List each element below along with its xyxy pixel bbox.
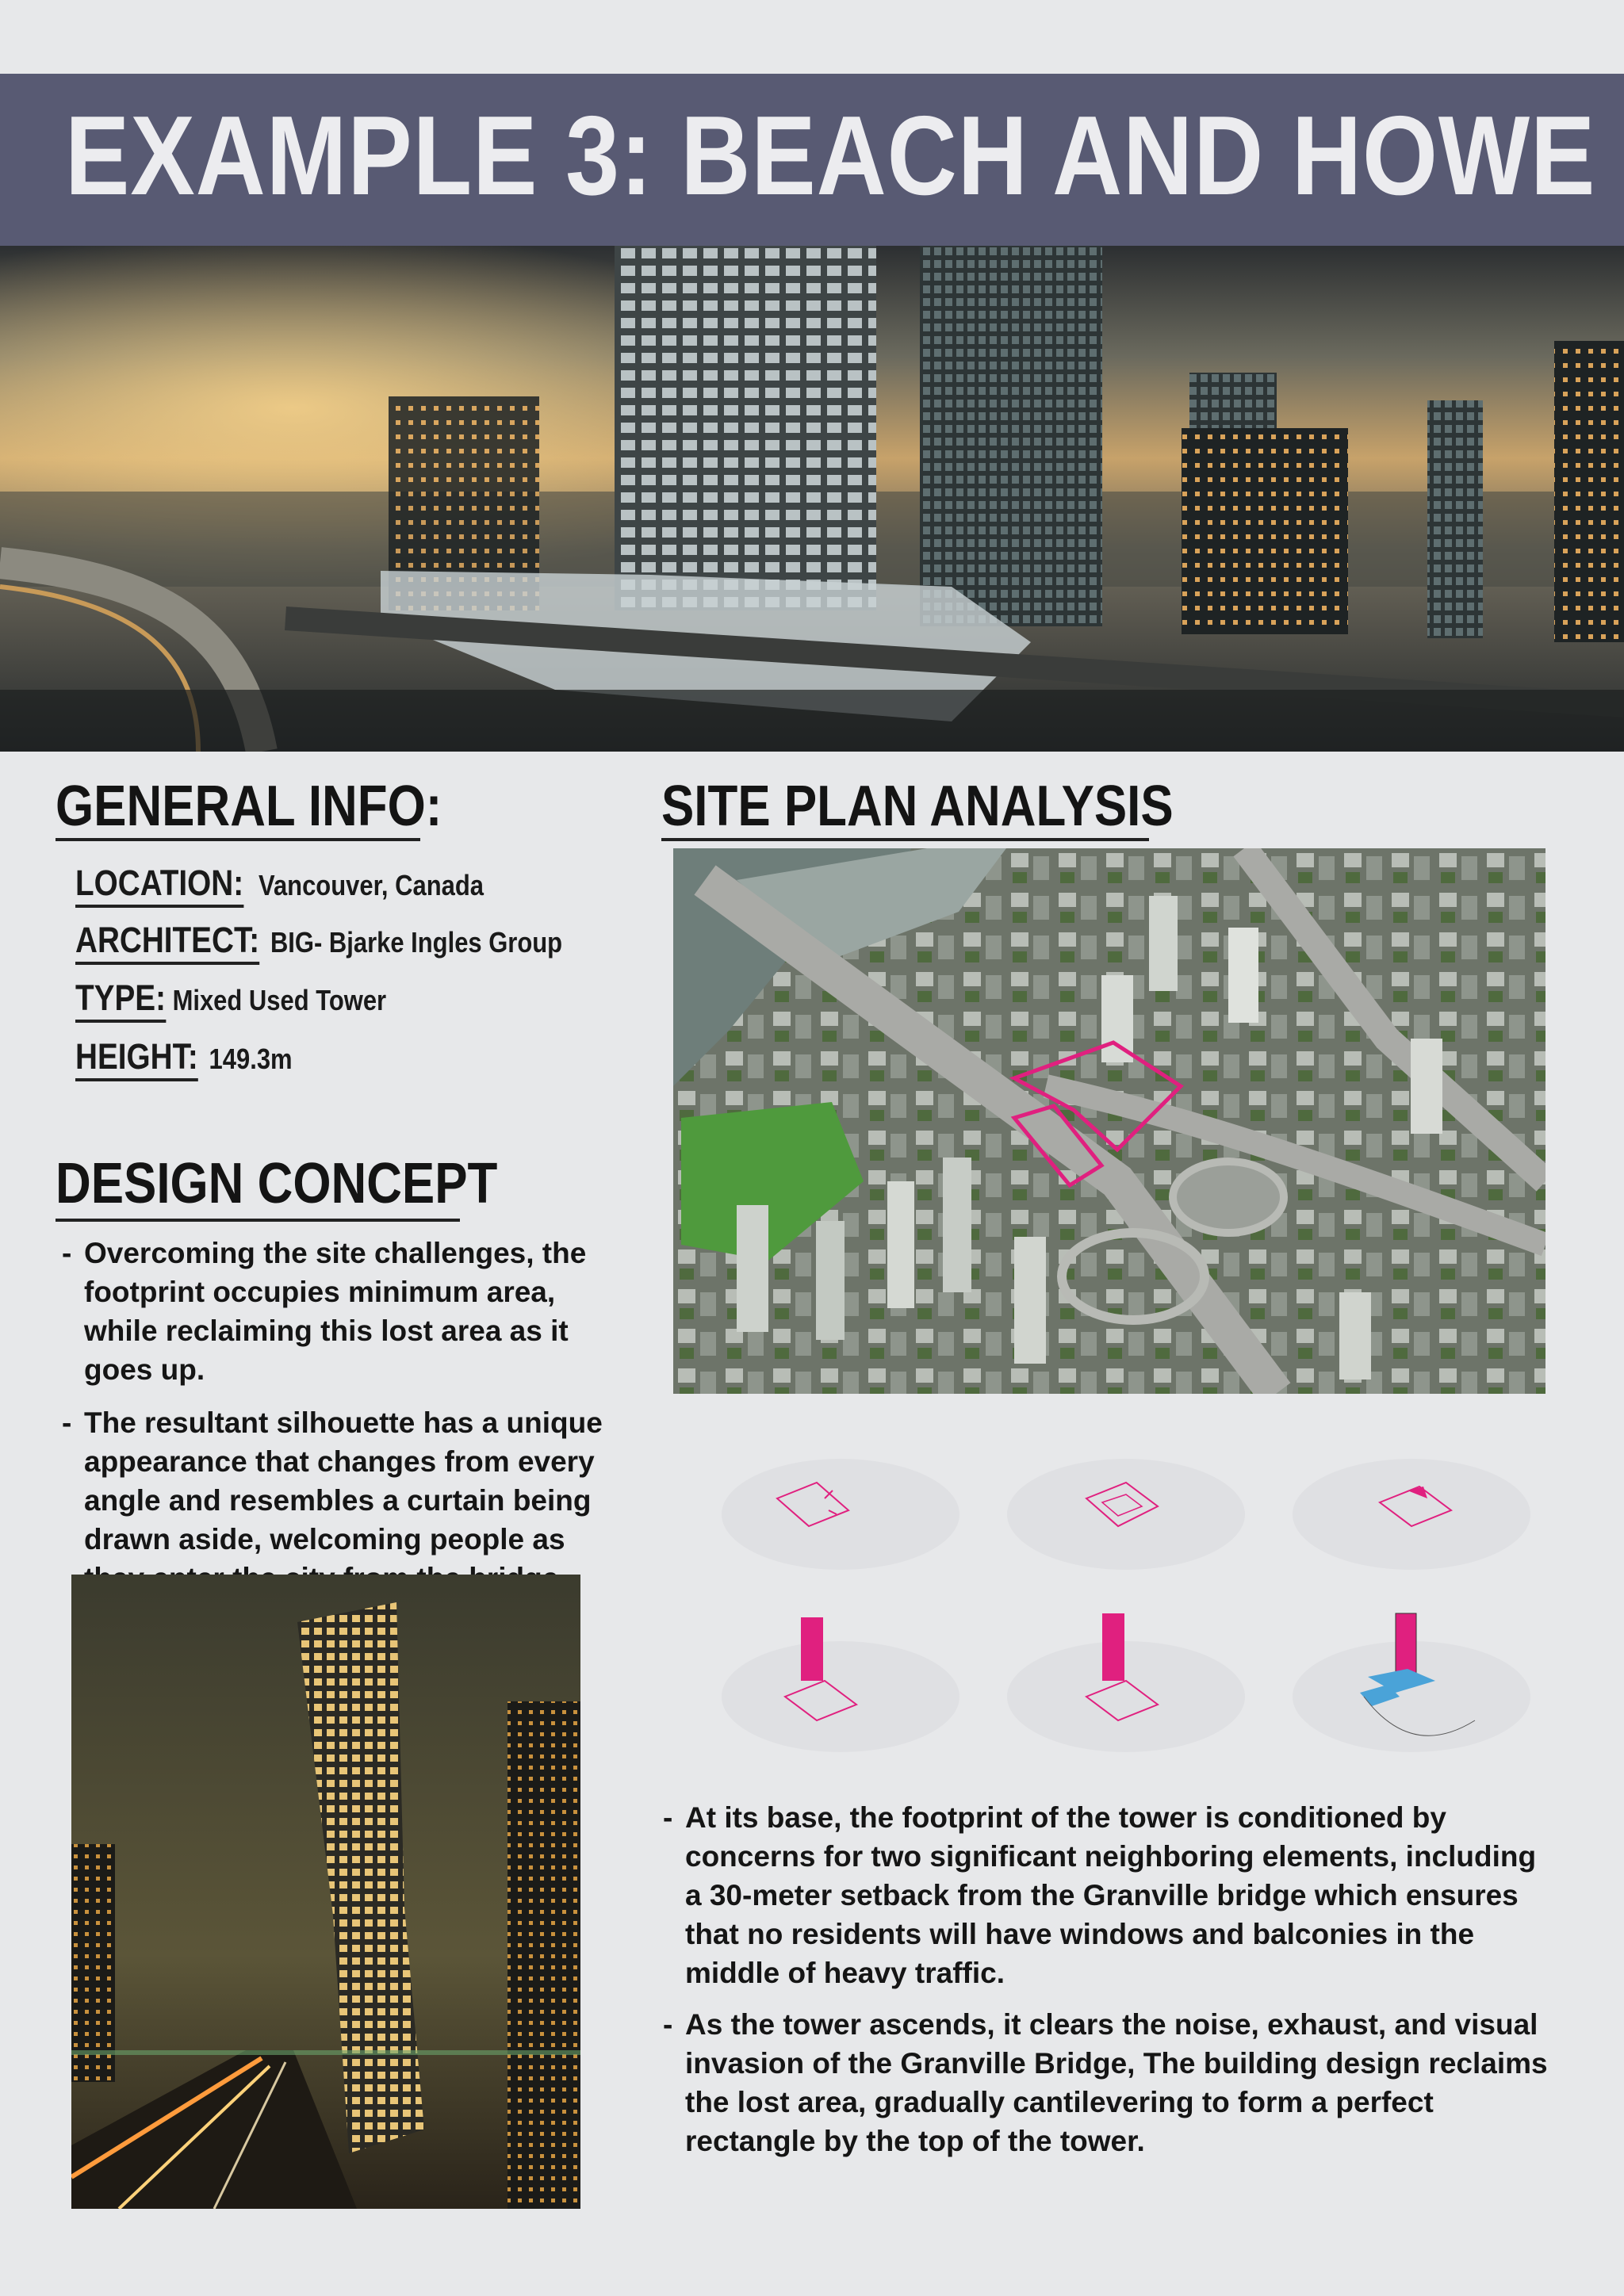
info-row-height [75,1036,293,1077]
design-concept-heading: DESIGN CONCEPT [56,1152,498,1215]
diagram-corner [1269,1427,1554,1601]
info-value: 149.3m [209,1043,293,1075]
design-concept-list [62,1234,617,1612]
page-title: EXAMPLE 3: BEACH AND HOWE [65,93,1596,219]
info-row-location [75,863,484,904]
info-label: HEIGHT: [75,1036,198,1081]
hero-photo [0,246,1624,752]
site-plan-heading: SITE PLAN ANALYSIS [661,775,1174,838]
list-item: - The resultant silhouette has a unique appearance that changes from every angle and resembles a curtain being drawn aside, welcoming people as [62,1403,617,1598]
heading-underline [661,838,1149,841]
info-value: Mixed Used Tower [172,984,387,1016]
general-info-heading: GENERAL INFO: [56,775,442,838]
site-analysis-diagrams [698,1427,1554,1776]
info-value: BIG- Bjarke Ingles Group [270,926,563,959]
heading-underline [56,838,420,841]
info-label: LOCATION: [75,863,243,908]
diagram-footprint [983,1427,1269,1601]
list-item: - Overcoming the site challenges, the footprint occupies minimum area, while reclaiming this lost area as it goes up. [62,1234,617,1389]
info-label: TYPE: [75,978,166,1023]
info-row-type [75,978,386,1019]
list-item: - At its base, the footprint of the tower is conditioned by concerns for two significant neighboring elements, including a 30-meter setback from the Granville bridge which ensures that no residents will have windows and balconies in the middle of heavy traffic. [663,1798,1551,1992]
site-aerial-photo [673,848,1545,1394]
diagram-setback [698,1427,983,1601]
site-plan-list [663,1798,1551,2173]
diagram-tower-cantilever [983,1601,1269,1776]
tower-night-photo [71,1575,580,2209]
info-row-architect [75,920,562,961]
list-item: - As the tower ascends, it clears the noise, exhaust, and visual invasion of the Granville Bridge, The building design reclaims the lost area, gradually cantilevering to form a perfect rectangle by the top of the tower. [663,2005,1551,2160]
info-value: Vancouver, Canada [259,869,484,901]
heading-underline [56,1219,460,1222]
diagram-podium [1269,1601,1554,1776]
diagram-tower-mass [698,1601,983,1776]
info-label: ARCHITECT: [75,920,259,965]
